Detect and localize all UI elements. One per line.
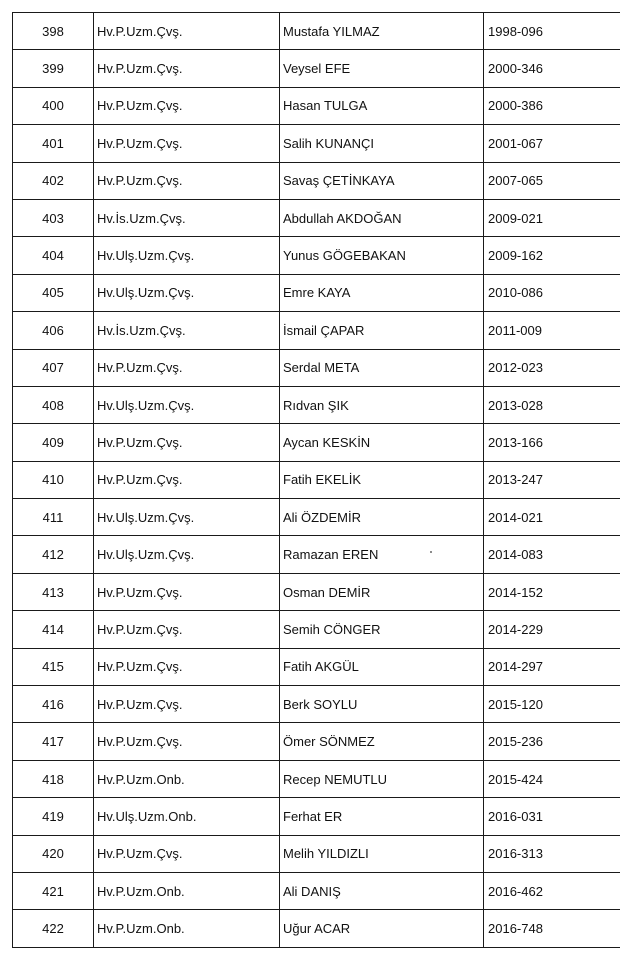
rank-cell: Hv.P.Uzm.Çvş. xyxy=(94,835,280,872)
name-cell: Mustafa YILMAZ xyxy=(280,13,484,50)
name-cell: Recep NEMUTLU xyxy=(280,760,484,797)
name-cell: Ali ÖZDEMİR xyxy=(280,499,484,536)
table-row xyxy=(13,125,620,162)
table-row xyxy=(13,13,620,50)
table-row xyxy=(13,872,620,909)
registry-number-cell: 2012-023 xyxy=(484,349,620,386)
name-cell: Fatih AKGÜL xyxy=(280,648,484,685)
row-number: 406 xyxy=(13,312,94,349)
row-number: 411 xyxy=(13,499,94,536)
row-number: 410 xyxy=(13,461,94,498)
table-row xyxy=(13,312,620,349)
name-cell: Veysel EFE xyxy=(280,50,484,87)
registry-number-cell: 2014-229 xyxy=(484,611,620,648)
row-number: 415 xyxy=(13,648,94,685)
row-number: 409 xyxy=(13,424,94,461)
name-cell: Aycan KESKİN xyxy=(280,424,484,461)
rank-cell: Hv.P.Uzm.Onb. xyxy=(94,872,280,909)
table-row xyxy=(13,499,620,536)
table-row xyxy=(13,461,620,498)
row-number: 418 xyxy=(13,760,94,797)
row-number: 405 xyxy=(13,274,94,311)
rank-cell: Hv.P.Uzm.Çvş. xyxy=(94,87,280,124)
name-cell: Ramazan EREN xyxy=(280,536,484,573)
row-number: 417 xyxy=(13,723,94,760)
table-row xyxy=(13,162,620,199)
name-cell: Serdal META xyxy=(280,349,484,386)
row-number: 408 xyxy=(13,386,94,423)
table-row xyxy=(13,536,620,573)
rank-cell: Hv.P.Uzm.Çvş. xyxy=(94,461,280,498)
personnel-table-body xyxy=(13,13,620,948)
rank-cell: Hv.Ulş.Uzm.Çvş. xyxy=(94,274,280,311)
registry-number-cell: 2014-297 xyxy=(484,648,620,685)
rank-cell: Hv.P.Uzm.Çvş. xyxy=(94,611,280,648)
row-number: 420 xyxy=(13,835,94,872)
name-cell: Uğur ACAR xyxy=(280,910,484,947)
registry-number-cell: 2015-236 xyxy=(484,723,620,760)
table-row xyxy=(13,199,620,236)
registry-number-cell: 2010-086 xyxy=(484,274,620,311)
name-cell: İsmail ÇAPAR xyxy=(280,312,484,349)
name-cell: Salih KUNANÇI xyxy=(280,125,484,162)
name-cell: Ferhat ER xyxy=(280,798,484,835)
table-row xyxy=(13,686,620,723)
registry-number-cell: 2014-152 xyxy=(484,573,620,610)
table-row xyxy=(13,349,620,386)
rank-cell: Hv.P.Uzm.Çvş. xyxy=(94,13,280,50)
registry-number-cell: 2014-021 xyxy=(484,499,620,536)
registry-number-cell: 2007-065 xyxy=(484,162,620,199)
registry-number-cell: 2016-748 xyxy=(484,910,620,947)
registry-number-cell: 2013-166 xyxy=(484,424,620,461)
name-cell: Ali DANIŞ xyxy=(280,872,484,909)
row-number: 422 xyxy=(13,910,94,947)
rank-cell: Hv.P.Uzm.Çvş. xyxy=(94,573,280,610)
rank-cell: Hv.P.Uzm.Çvş. xyxy=(94,125,280,162)
table-row xyxy=(13,274,620,311)
row-number: 412 xyxy=(13,536,94,573)
registry-number-cell: 2013-247 xyxy=(484,461,620,498)
registry-number-cell: 2016-031 xyxy=(484,798,620,835)
row-number: 402 xyxy=(13,162,94,199)
row-number: 416 xyxy=(13,686,94,723)
table-row xyxy=(13,386,620,423)
registry-number-cell: 2000-346 xyxy=(484,50,620,87)
personnel-table xyxy=(12,12,620,948)
rank-cell: Hv.P.Uzm.Çvş. xyxy=(94,424,280,461)
rank-cell: Hv.P.Uzm.Çvş. xyxy=(94,50,280,87)
name-cell: Rıdvan ŞIK xyxy=(280,386,484,423)
name-cell: Yunus GÖGEBAKAN xyxy=(280,237,484,274)
table-row xyxy=(13,573,620,610)
registry-number-cell: 2015-424 xyxy=(484,760,620,797)
name-cell: Semih CÖNGER xyxy=(280,611,484,648)
rank-cell: Hv.P.Uzm.Çvş. xyxy=(94,723,280,760)
table-row xyxy=(13,87,620,124)
name-cell: Abdullah AKDOĞAN xyxy=(280,199,484,236)
rank-cell: Hv.P.Uzm.Onb. xyxy=(94,910,280,947)
table-row xyxy=(13,760,620,797)
rank-cell: Hv.Ulş.Uzm.Çvş. xyxy=(94,536,280,573)
table-row xyxy=(13,723,620,760)
rank-cell: Hv.İs.Uzm.Çvş. xyxy=(94,199,280,236)
row-number: 413 xyxy=(13,573,94,610)
table-row xyxy=(13,798,620,835)
row-number: 419 xyxy=(13,798,94,835)
table-row xyxy=(13,648,620,685)
rank-cell: Hv.Ulş.Uzm.Çvş. xyxy=(94,499,280,536)
rank-cell: Hv.P.Uzm.Çvş. xyxy=(94,648,280,685)
row-number: 403 xyxy=(13,199,94,236)
rank-cell: Hv.İs.Uzm.Çvş. xyxy=(94,312,280,349)
registry-number-cell: 2011-009 xyxy=(484,312,620,349)
rank-cell: Hv.Ulş.Uzm.Onb. xyxy=(94,798,280,835)
row-number: 421 xyxy=(13,872,94,909)
name-cell: Melih YILDIZLI xyxy=(280,835,484,872)
table-row xyxy=(13,237,620,274)
registry-number-cell: 2000-386 xyxy=(484,87,620,124)
registry-number-cell: 2015-120 xyxy=(484,686,620,723)
rank-cell: Hv.P.Uzm.Çvş. xyxy=(94,162,280,199)
registry-number-cell: 2016-313 xyxy=(484,835,620,872)
row-number: 401 xyxy=(13,125,94,162)
registry-number-cell: 2014-083 xyxy=(484,536,620,573)
name-cell: Ömer SÖNMEZ xyxy=(280,723,484,760)
row-number: 404 xyxy=(13,237,94,274)
name-cell: Berk SOYLU xyxy=(280,686,484,723)
registry-number-cell: 1998-096 xyxy=(484,13,620,50)
table-row xyxy=(13,50,620,87)
row-number: 399 xyxy=(13,50,94,87)
name-cell: Fatih EKELİK xyxy=(280,461,484,498)
row-number: 414 xyxy=(13,611,94,648)
name-cell: Hasan TULGA xyxy=(280,87,484,124)
table-row xyxy=(13,424,620,461)
rank-cell: Hv.P.Uzm.Onb. xyxy=(94,760,280,797)
registry-number-cell: 2016-462 xyxy=(484,872,620,909)
row-number: 407 xyxy=(13,349,94,386)
name-cell: Emre KAYA xyxy=(280,274,484,311)
row-number: 398 xyxy=(13,13,94,50)
name-cell: Savaş ÇETİNKAYA xyxy=(280,162,484,199)
table-row xyxy=(13,835,620,872)
registry-number-cell: 2009-162 xyxy=(484,237,620,274)
rank-cell: Hv.Ulş.Uzm.Çvş. xyxy=(94,386,280,423)
rank-cell: Hv.Ulş.Uzm.Çvş. xyxy=(94,237,280,274)
row-number: 400 xyxy=(13,87,94,124)
scan-speck xyxy=(430,551,432,553)
registry-number-cell: 2009-021 xyxy=(484,199,620,236)
registry-number-cell: 2001-067 xyxy=(484,125,620,162)
table-row xyxy=(13,611,620,648)
rank-cell: Hv.P.Uzm.Çvş. xyxy=(94,686,280,723)
registry-number-cell: 2013-028 xyxy=(484,386,620,423)
table-row xyxy=(13,910,620,947)
rank-cell: Hv.P.Uzm.Çvş. xyxy=(94,349,280,386)
name-cell: Osman DEMİR xyxy=(280,573,484,610)
